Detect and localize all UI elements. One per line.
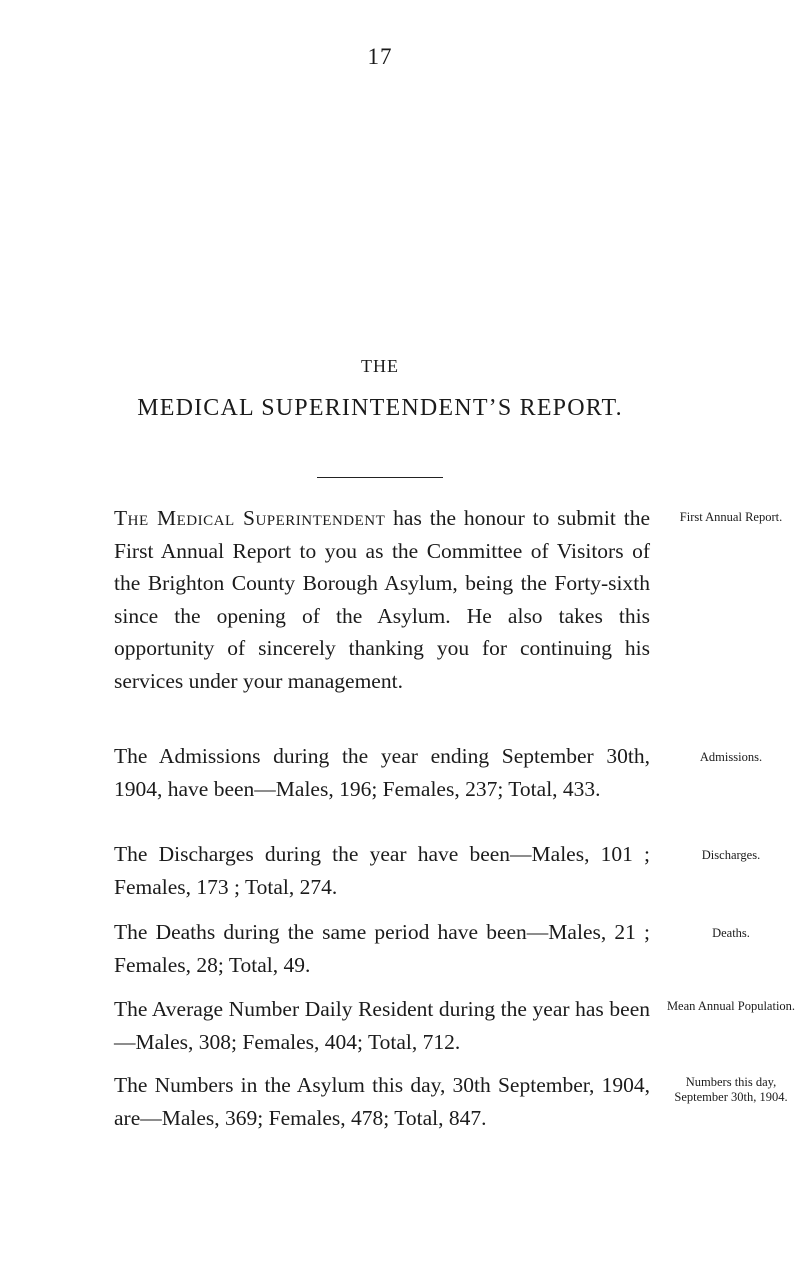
- paragraph-deaths: The Deaths during the same period have been—Males, 21 ; Females, 28; Total, 49.: [114, 920, 650, 977]
- paragraph-admissions: The Admissions during the year ending September 30th, 1904, have been—Males, 196; Females, 237; Total, 433.: [114, 744, 650, 801]
- paragraph-lead: The Medical Superintendent: [114, 506, 386, 530]
- title-divider: [317, 477, 443, 478]
- margin-note-numbers-this-day: Numbers this day, September 30th, 1904.: [674, 1075, 788, 1104]
- margin-note-mean-annual-population: Mean Annual Population.: [666, 999, 796, 1013]
- paragraph-introduction: [114, 502, 650, 697]
- paragraph-text: has the honour to submit the First Annual Report to you as the Committee of Visitors of the Brighton County Borough Asylum, being the Forty-sixth since the opening of the Asylum. He also takes this opportunity of sincerely thanking you for continuing his services under your management.: [114, 506, 650, 693]
- margin-note-admissions: Admissions.: [699, 750, 763, 764]
- margin-note-first-annual-report: First Annual Report.: [679, 510, 783, 524]
- report-title: MEDICAL SUPERINTENDENT’S REPORT.: [137, 395, 623, 421]
- margin-note-deaths: Deaths.: [712, 926, 750, 940]
- paragraph-mean-population: The Average Number Daily Resident during the year has been—Males, 308; Females, 404; Total, 712.: [114, 997, 650, 1054]
- report-heading-article: THE: [361, 356, 399, 376]
- page-number: 17: [367, 44, 393, 69]
- margin-note-discharges: Discharges.: [701, 848, 761, 862]
- paragraph-numbers-this-day: The Numbers in the Asylum this day, 30th September, 1904, are—Males, 369; Females, 478; Total, 847.: [114, 1073, 650, 1130]
- paragraph-discharges: The Discharges during the year have been—Males, 101 ; Females, 173 ; Total, 274.: [114, 842, 650, 899]
